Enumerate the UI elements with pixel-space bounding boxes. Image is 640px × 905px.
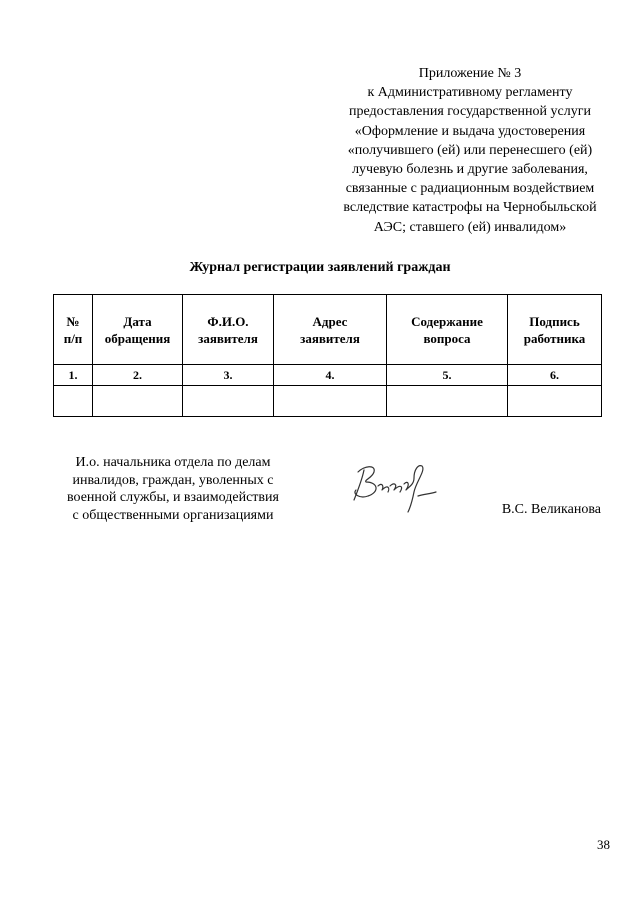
appendix-line: предоставления государственной услуги (349, 104, 591, 120)
empty-cell (183, 386, 274, 417)
table-header-row (54, 295, 602, 365)
column-number: 2. (93, 365, 183, 386)
position-line: с общественными организациями (72, 507, 274, 523)
appendix-line: вследствие катастрофы на Чернобыльской (343, 200, 597, 216)
column-number: 6. (508, 365, 602, 386)
page-number: 38 (597, 837, 610, 852)
empty-cell (93, 386, 183, 417)
column-header-content: Содержание вопроса (387, 295, 508, 365)
column-number: 1. (54, 365, 93, 386)
empty-cell (387, 386, 508, 417)
column-number: 5. (387, 365, 508, 386)
position-line: военной службы, и взаимодействия (67, 490, 279, 505)
appendix-line: АЭС; ставшего (ей) инвалидом» (373, 219, 567, 235)
column-header-signature: Подпись работника (508, 295, 602, 365)
appendix-block (320, 64, 620, 237)
registration-table (53, 294, 602, 417)
signer-name: В.С. Великанова (501, 502, 601, 517)
signoff-position (53, 454, 293, 524)
handwritten-signature (344, 456, 444, 516)
appendix-line: связанные с радиационным воздействием (345, 181, 595, 197)
column-number: 4. (274, 365, 387, 386)
empty-cell (54, 386, 93, 417)
appendix-line: к Административному регламенту (367, 85, 573, 101)
appendix-line: «Оформление и выдача удостоверения (354, 123, 586, 139)
column-header-address: Адрес заявителя (274, 295, 387, 365)
column-header-date: Дата обращения (93, 295, 183, 365)
appendix-line: Приложение № 3 (418, 66, 522, 81)
column-header-name: Ф.И.О. заявителя (183, 295, 274, 365)
appendix-line: лучевую болезнь и другие заболевания, (352, 162, 588, 178)
empty-cell (274, 386, 387, 417)
position-line: И.о. начальника отдела по делам (75, 455, 271, 470)
appendix-line: «получившего (ей) или перенесшего (ей) (347, 142, 593, 158)
empty-cell (508, 386, 602, 417)
journal-title: Журнал регистрации заявлений граждан (189, 260, 451, 275)
column-number-row (54, 365, 602, 386)
table-row (54, 386, 602, 417)
position-line: инвалидов, граждан, уволенных с (72, 472, 274, 488)
column-header-number: № п/п (54, 295, 93, 365)
column-number: 3. (183, 365, 274, 386)
